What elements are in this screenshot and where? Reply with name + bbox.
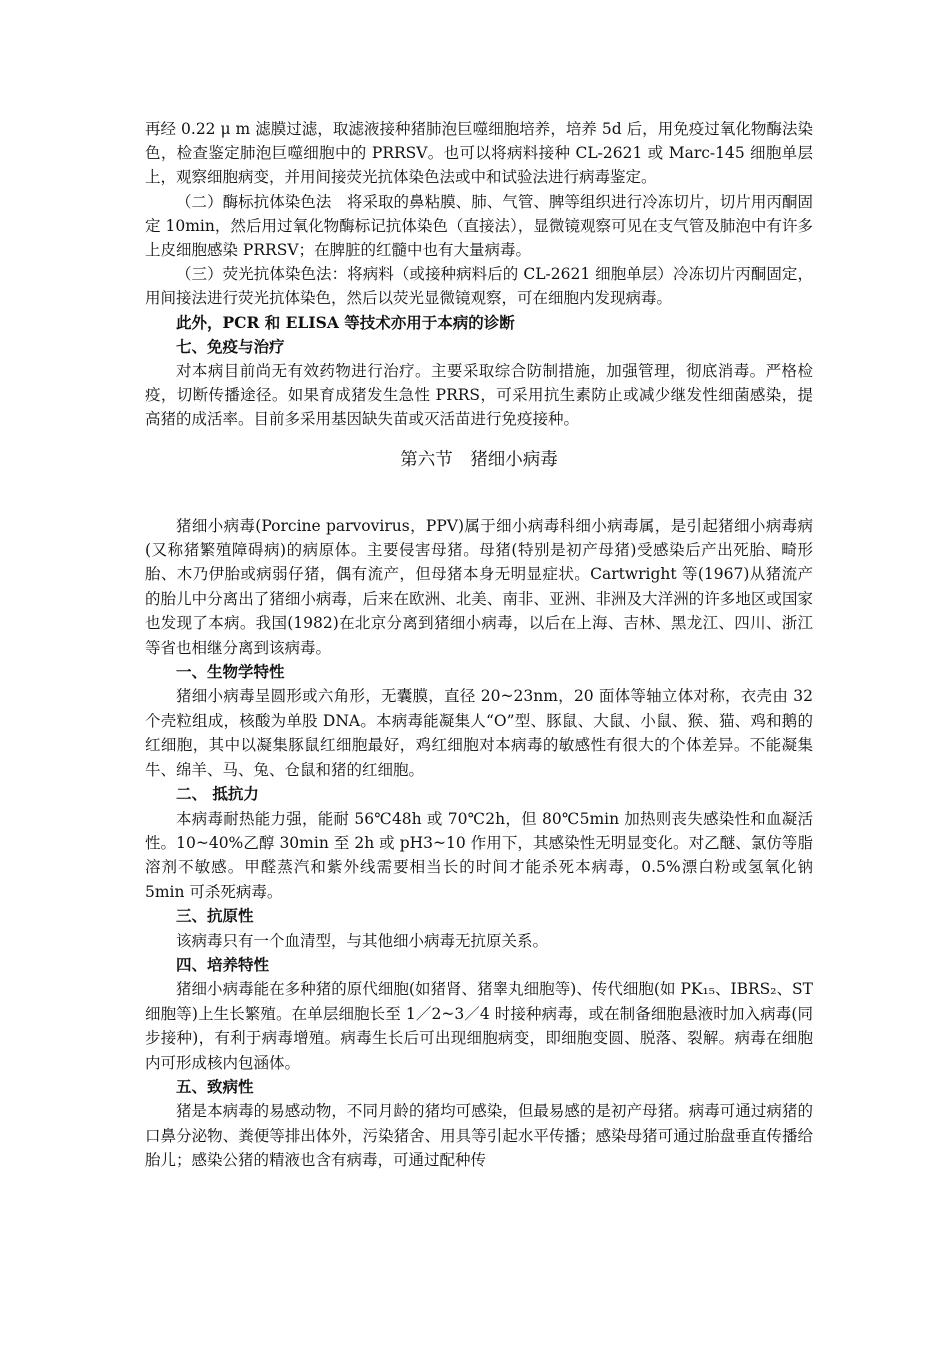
document-page	[145, 117, 813, 1173]
paragraph-biology: 猪细小病毒呈圆形或六角形，无囊膜，直径 20~23nm，20 面体等轴立体对称，衣壳由 32 个壳粒组成，核酸为单股 DNA。本病毒能凝集人“O”型、豚鼠、大鼠、小鼠、猴、猫、鸡和鹅的红细胞，其中以凝集豚鼠红细胞最好，鸡红细胞对本病毒的敏感性有很大的个体差异。不能凝集牛、绵羊、马、兔、仓鼠和猪的红细胞。	[145, 687, 813, 779]
heading-pathogenicity: 五、致病性	[176, 1076, 254, 1096]
section-title: 第六节 猪细小病毒	[400, 449, 558, 470]
ppv-section-block	[145, 514, 813, 1173]
paragraph-fluorescent-antibody: （三）荧光抗体染色法：将病料（或接种病料后的 CL-2621 细胞单层）冷冻切片丙酮固定，用间接法进行荧光抗体染色，然后以荧光显微镜观察，可在细胞内发现病毒。	[145, 265, 813, 308]
paragraph-isolation: 再经 0.22 μ m 滤膜过滤，取滤液接种猪肺泡巨噬细胞培养，培养 5d 后，用免疫过氧化物酶法染色，检查鉴定肺泡巨噬细胞中的 PRRSV。也可以将病料接种 CL-2621 或 Marc-145 细胞单层上，观察细胞病变，并用间接荧光抗体染色法或中和试验法进行病毒鉴定。	[145, 120, 813, 187]
paragraph-culture: 猪细小病毒能在多种猪的原代细胞(如猪肾、猪睾丸细胞等)、传代细胞(如 PK₁₅、IBRS₂、ST 细胞等)上生长繁殖。在单层细胞长至 1／2~3／4 时接种病毒，或在制备细胞悬液时加入病毒(同步接种)，有利于病毒增殖。病毒生长后可出现细胞病变，即细胞变圆、脱落、裂解。病毒在细胞内可形成核内包涵体。	[145, 980, 813, 1072]
heading-biology: 一、生物学特性	[176, 662, 285, 682]
heading-resistance: 二、 抵抗力	[176, 784, 259, 804]
paragraph-treatment: 对本病目前尚无有效药物进行治疗。主要采取综合防制措施，加强管理，彻底消毒。严格检疫，切断传播途径。如果育成猪发生急性 PRRS，可采用抗生素防止或减少继发性细菌感染，提高猪的成活率。目前多采用基因缺失苗或灭活苗进行免疫接种。	[145, 362, 813, 429]
paragraph-enzyme-antibody: （二）酶标抗体染色法 将采取的鼻粘膜、肺、气管、脾等组织进行冷冻切片，切片用丙酮固定 10min，然后用过氧化物酶标记抗体染色（直接法），显微镜观察可见在支气管及肺泡中有许多上皮细胞感染 PRRSV；在脾脏的红髓中也有大量病毒。	[145, 192, 813, 260]
paragraph-resistance: 本病毒耐热能力强，能耐 56℃48h 或 70℃2h，但 80℃5min 加热则丧失感染性和血凝活性。10~40%乙醇 30min 至 2h 或 pH3~10 作用下，其感染性无明显变化。对乙醚、氯仿等脂溶剂不敏感。甲醛蒸汽和紫外线需要相当长的时间才能杀死本病毒，0.5%漂白粉或氢氧化钠 5min 可杀死病毒。	[145, 809, 813, 901]
heading-culture: 四、培养特性	[176, 954, 270, 974]
paragraph-ppv-intro: 猪细小病毒(Porcine parvovirus，PPV)属于细小病毒科细小病毒属，是引起猪细小病毒病(又称猪繁殖障碍病)的病原体。主要侵害母猪。母猪(特别是初产母猪)受感染后产出死胎、畸形胎、木乃伊胎或病弱仔猪，偶有流产，但母猪本身无明显症状。Cartwright 等(1967)从猪流产的胎儿中分离出了猪细小病毒，后来在欧洲、北美、南非、亚洲、非洲及大洋洲的许多地区或国家也发现了本病。我国(1982)在北京分离到猪细小病毒，以后在上海、吉林、黑龙江、四川、浙江等省也相继分离到该病毒。	[145, 516, 813, 657]
heading-immunity-treatment: 七、免疫与治疗	[176, 336, 285, 356]
paragraph-antigenicity: 该病毒只有一个血清型，与其他细小病毒无抗原关系。	[176, 931, 549, 950]
prrs-diagnosis-block	[145, 117, 813, 432]
paragraph-pathogenicity: 猪是本病毒的易感动物，不同月龄的猪均可感染，但最易感的是初产母猪。病毒可通过病猪的口鼻分泌物、粪便等排出体外，污染猪舍、用具等引起水平传播；感染母猪可通过胎盘垂直传播给胎儿；感染公猪的精液也含有病毒，可通过配种传	[145, 1102, 813, 1170]
heading-antigenicity: 三、抗原性	[176, 906, 254, 926]
heading-pcr-elisa: 此外，PCR 和 ELISA 等技术亦用于本病的诊断	[176, 312, 515, 332]
